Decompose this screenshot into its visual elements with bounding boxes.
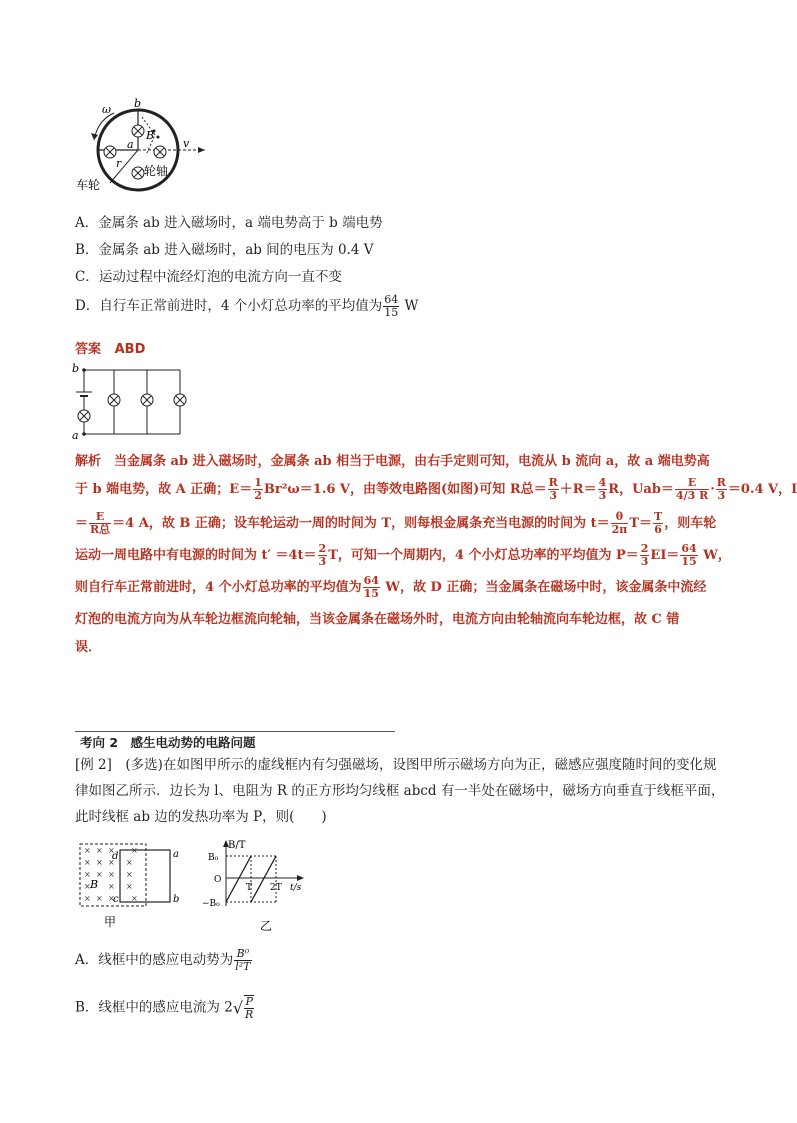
svg-text:×: × — [108, 870, 115, 879]
axis-y-label: B/T — [228, 840, 246, 851]
option-d-text: D．自行车正常前进时，4 个小灯总功率的平均值为 — [75, 298, 383, 314]
option-c: C．运动过程中流经灯泡的电流方向一直不变 — [75, 269, 342, 285]
svg-text:×: × — [108, 858, 115, 867]
solution — [75, 448, 797, 662]
omega-label: ω — [102, 103, 111, 116]
d-label: d — [112, 851, 119, 862]
svg-text:×: × — [126, 870, 133, 879]
v-label: v — [183, 137, 190, 150]
svg-text:×: × — [84, 882, 91, 891]
solution-line: 则自行车正常前进时，4 个小灯总功率的平均值为 $\frac{64}{15}$ W，故 D 正确；当金属条在磁场中时，该金属条中流经 — [75, 574, 707, 600]
solution-line: 运动一周电路中有电源的时间为 t′ ＝4t＝ $\frac{2}{3}$ T，可知一个周期内，4 个小灯总功率的平均值为 P＝ $\frac{2}{3}$ EI＝ $\frac{64}{15}$ W， — [75, 542, 731, 568]
a-label: a — [72, 429, 79, 442]
r-label: r — [116, 157, 122, 170]
solution-line: 于 b 端电势，故 A 正确；E＝ $\frac{1}{2}$ Br²ω＝1.6 V，由等效电路图(如图)可知 R总＝ $\frac{R}{3}$ ＋R＝ $\frac{4}{3}$ R，Uab＝ $\frac{E}{4/3 R}$ · $\frac{R}{3}$ ＝0.4 V，I — [75, 476, 797, 502]
svg-text:×: × — [96, 894, 103, 903]
section-title: 考向 2 感生电动势的电路问题 — [80, 735, 256, 750]
b-t-line — [251, 856, 276, 902]
svg-text:×: × — [108, 846, 115, 855]
b0-label: B₀ — [208, 853, 219, 863]
B-label: B — [90, 878, 99, 891]
solution-line: 解析 当金属条 ab 进入磁场时，金属条 ab 相当于电源，由右手定则可知，电流从 b 流向 a，故 a 端电势高 — [75, 454, 710, 469]
figure-jia — [76, 838, 186, 933]
svg-text:×: × — [126, 858, 133, 867]
example-line: [例 2] (多选)在如图甲所示的虚线框内有匀强磁场，设图甲所示磁场方向为正，磁感应强度随时间的变化规 — [75, 757, 717, 773]
origin-label: O — [214, 875, 222, 885]
bulb-icon — [174, 394, 186, 406]
bulb-icon — [154, 146, 166, 158]
example-line: 律如图乙所示．边长为 l、电阻为 R 的正方形均匀线框 abcd 有一半处在磁场中，磁场方向垂直于线框平面， — [75, 783, 725, 799]
example-line: 此时线框 ab 边的发热功率为 P，则( ) — [75, 809, 327, 825]
svg-text:×: × — [131, 846, 138, 855]
2t-label: 2T — [270, 883, 282, 893]
answer-line — [75, 338, 145, 357]
t-label: T — [246, 883, 253, 893]
b-t-line — [226, 856, 251, 902]
wheel-figure — [76, 95, 220, 195]
unit: W — [404, 298, 419, 314]
b-label: b — [72, 362, 80, 375]
q-option-b: B．线框中的感应电流为 2√ $\frac{P}{R}$ — [75, 995, 254, 1021]
a-label: a — [173, 849, 179, 860]
svg-text:×: × — [96, 870, 103, 879]
fraction: $\frac{64}{15}$ — [384, 293, 399, 319]
a-label: a — [127, 138, 134, 151]
svg-text:×: × — [96, 858, 103, 867]
answer-label: 答案 — [75, 342, 102, 357]
svg-text:×: × — [126, 882, 133, 891]
svg-text:×: × — [108, 894, 115, 903]
option-a: A．金属条 ab 进入磁场时，a 端电势高于 b 端电势 — [75, 215, 383, 231]
ts-label: t/s — [290, 883, 302, 893]
b-label: b — [134, 97, 142, 110]
svg-text:×: × — [108, 882, 115, 891]
bulb-icon — [132, 167, 144, 179]
answer-value: ABD — [114, 342, 146, 357]
bulb-icon — [104, 146, 116, 158]
B-label: B — [146, 129, 155, 142]
example-2 — [75, 752, 735, 830]
wheel-label: 车轮 — [76, 178, 101, 192]
option-d — [75, 294, 418, 319]
svg-text:×: × — [84, 870, 91, 879]
bulb-icon — [132, 125, 144, 137]
svg-text:×: × — [84, 858, 91, 867]
neg-b0-label: −B₀ — [202, 899, 220, 909]
b-label: b — [173, 894, 180, 905]
figure-yi — [196, 838, 316, 933]
q-option-a: A．线框中的感应电动势为 $\frac{\text{B⁰}}{\text{l²T}}$ — [75, 947, 251, 973]
svg-text:×: × — [84, 846, 91, 855]
bulb-icon — [78, 410, 90, 422]
solution-line: 误． — [75, 640, 102, 655]
solution-line: 灯泡的电流方向为从车轮边框流向轮轴，当该金属条在磁场外时，电流方向由轮轴流向车轮边框，故 C 错 — [75, 612, 680, 627]
circuit-diagram — [70, 362, 200, 442]
bulb-icon — [141, 394, 153, 406]
svg-text:×: × — [131, 894, 138, 903]
svg-text:×: × — [84, 894, 91, 903]
svg-text:×: × — [96, 846, 103, 855]
bulb-icon — [108, 394, 120, 406]
caption-yi: 乙 — [260, 919, 273, 933]
axle-label: 轮轴 — [144, 164, 169, 178]
sqrt-fraction: $\frac{P}{R}$ — [245, 995, 254, 1021]
solution-line: ＝ $\frac{E}{\text{R总}}$ ＝4 A，故 B 正确；设车轮运动一周的时间为 T，则每根金属条充当电源的时间为 t＝ $\frac{\theta}{2\pi}$ T＝ $\frac{T}{6}$ ，则车轮 — [75, 510, 717, 536]
option-b: B．金属条 ab 进入磁场时，ab 间的电压为 0.4 V — [75, 242, 374, 258]
c-label: c — [113, 894, 119, 905]
fraction: $\frac{\text{B⁰}}{\text{l²T}}$ — [235, 947, 251, 973]
caption-jia: 甲 — [104, 915, 117, 929]
